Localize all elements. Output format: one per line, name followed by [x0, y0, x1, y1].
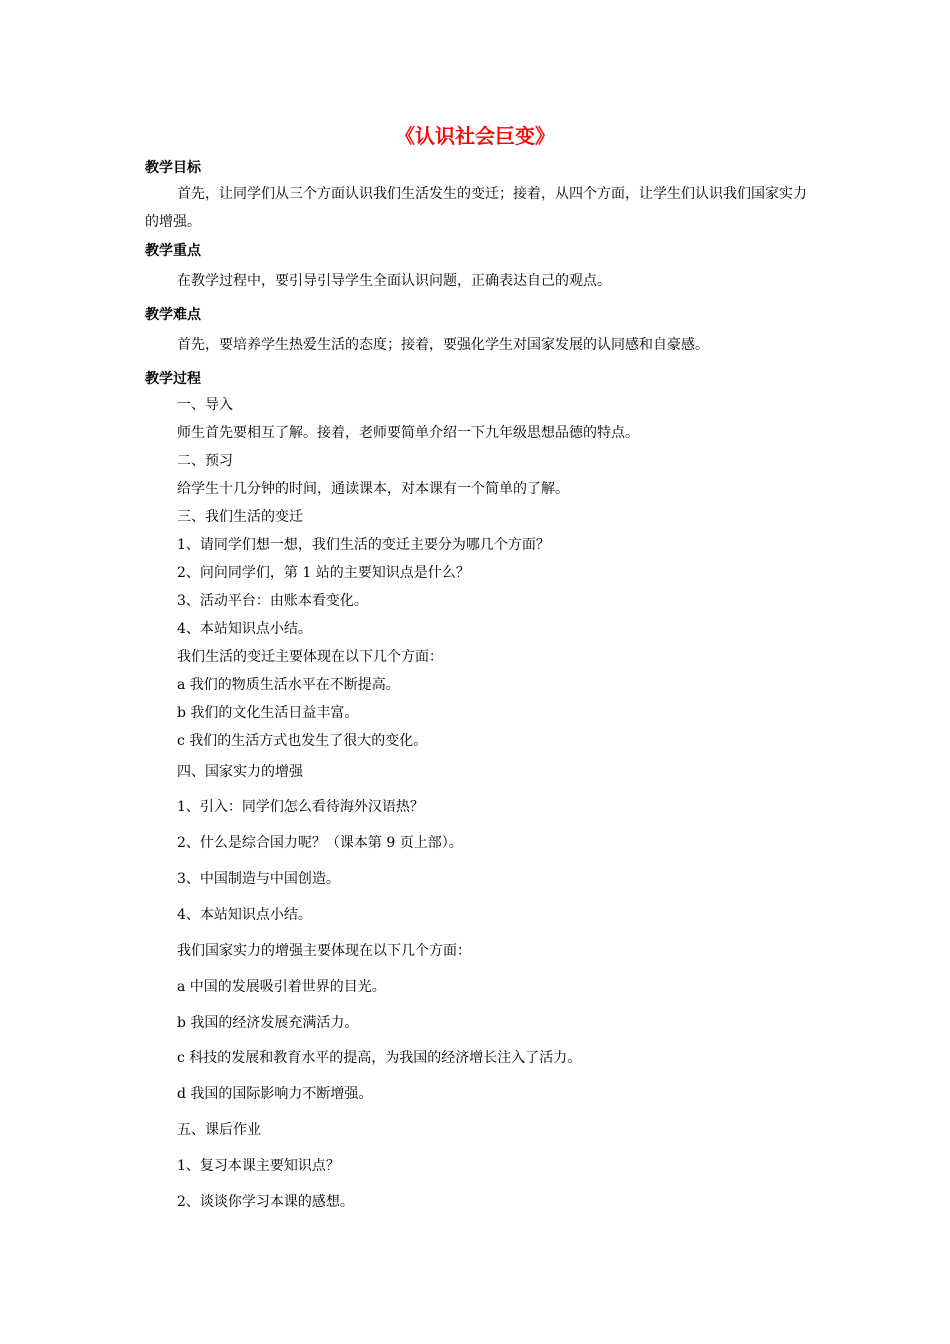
heading-teaching-focus: 教学重点 — [145, 243, 201, 259]
paragraph-teaching-difficulty: 首先，要培养学生热爱生活的态度；接着，要强化学生对国家发展的认同感和自豪感。 — [177, 337, 709, 353]
process-line: c 我们的生活方式也发生了很大的变化。 — [177, 733, 428, 749]
process-line: 四、国家实力的增强 — [177, 764, 303, 780]
process-line: 我们国家实力的增强主要体现在以下几个方面： — [177, 943, 471, 959]
process-line: c 科技的发展和教育水平的提高，为我国的经济增长注入了活力。 — [177, 1050, 582, 1066]
process-line: 4、本站知识点小结。 — [177, 907, 312, 923]
process-line: 我们生活的变迁主要体现在以下几个方面： — [177, 649, 443, 665]
process-line: b 我们的文化生活日益丰富。 — [177, 705, 359, 721]
process-line: 2、谈谈你学习本课的感想。 — [177, 1194, 354, 1210]
paragraph-teaching-goal: 首先，让同学们从三个方面认识我们生活发生的变迁；接着，从四个方面，让学生们认识我们国家实力的增强。 — [145, 186, 807, 230]
paragraph-teaching-focus: 在教学过程中，要引导引导学生全面认识问题，正确表达自己的观点。 — [177, 273, 611, 289]
process-line: d 我国的国际影响力不断增强。 — [177, 1086, 373, 1102]
process-line: 2、问问同学们，第 1 站的主要知识点是什么？ — [177, 565, 470, 581]
process-line: 二、预习 — [177, 453, 233, 469]
process-line: 1、引入：同学们怎么看待海外汉语热？ — [177, 799, 424, 815]
process-line: a 中国的发展吸引着世界的目光。 — [177, 979, 386, 995]
process-line: 3、活动平台：由账本看变化。 — [177, 593, 368, 609]
process-line: 2、什么是综合国力呢？（课本第 9 页上部）。 — [177, 835, 463, 851]
heading-teaching-difficulty: 教学难点 — [145, 307, 201, 323]
process-line: 一、导入 — [177, 397, 233, 413]
process-line: 师生首先要相互了解。接着，老师要简单介绍一下九年级思想品德的特点。 — [177, 425, 639, 441]
process-line: 五、课后作业 — [177, 1122, 261, 1138]
process-line: a 我们的物质生活水平在不断提高。 — [177, 677, 400, 693]
heading-teaching-process: 教学过程 — [145, 371, 201, 387]
document-title: 《认识社会巨变》 — [395, 124, 555, 148]
process-line: 4、本站知识点小结。 — [177, 621, 312, 637]
process-line: 给学生十几分钟的时间，通读课本，对本课有一个简单的了解。 — [177, 481, 569, 497]
process-line: 三、我们生活的变迁 — [177, 509, 303, 525]
heading-teaching-goal: 教学目标 — [145, 160, 201, 176]
process-line: b 我国的经济发展充满活力。 — [177, 1015, 359, 1031]
process-line: 1、复习本课主要知识点？ — [177, 1158, 340, 1174]
process-line: 1、请同学们想一想，我们生活的变迁主要分为哪几个方面？ — [177, 537, 550, 553]
process-line: 3、中国制造与中国创造。 — [177, 871, 340, 887]
